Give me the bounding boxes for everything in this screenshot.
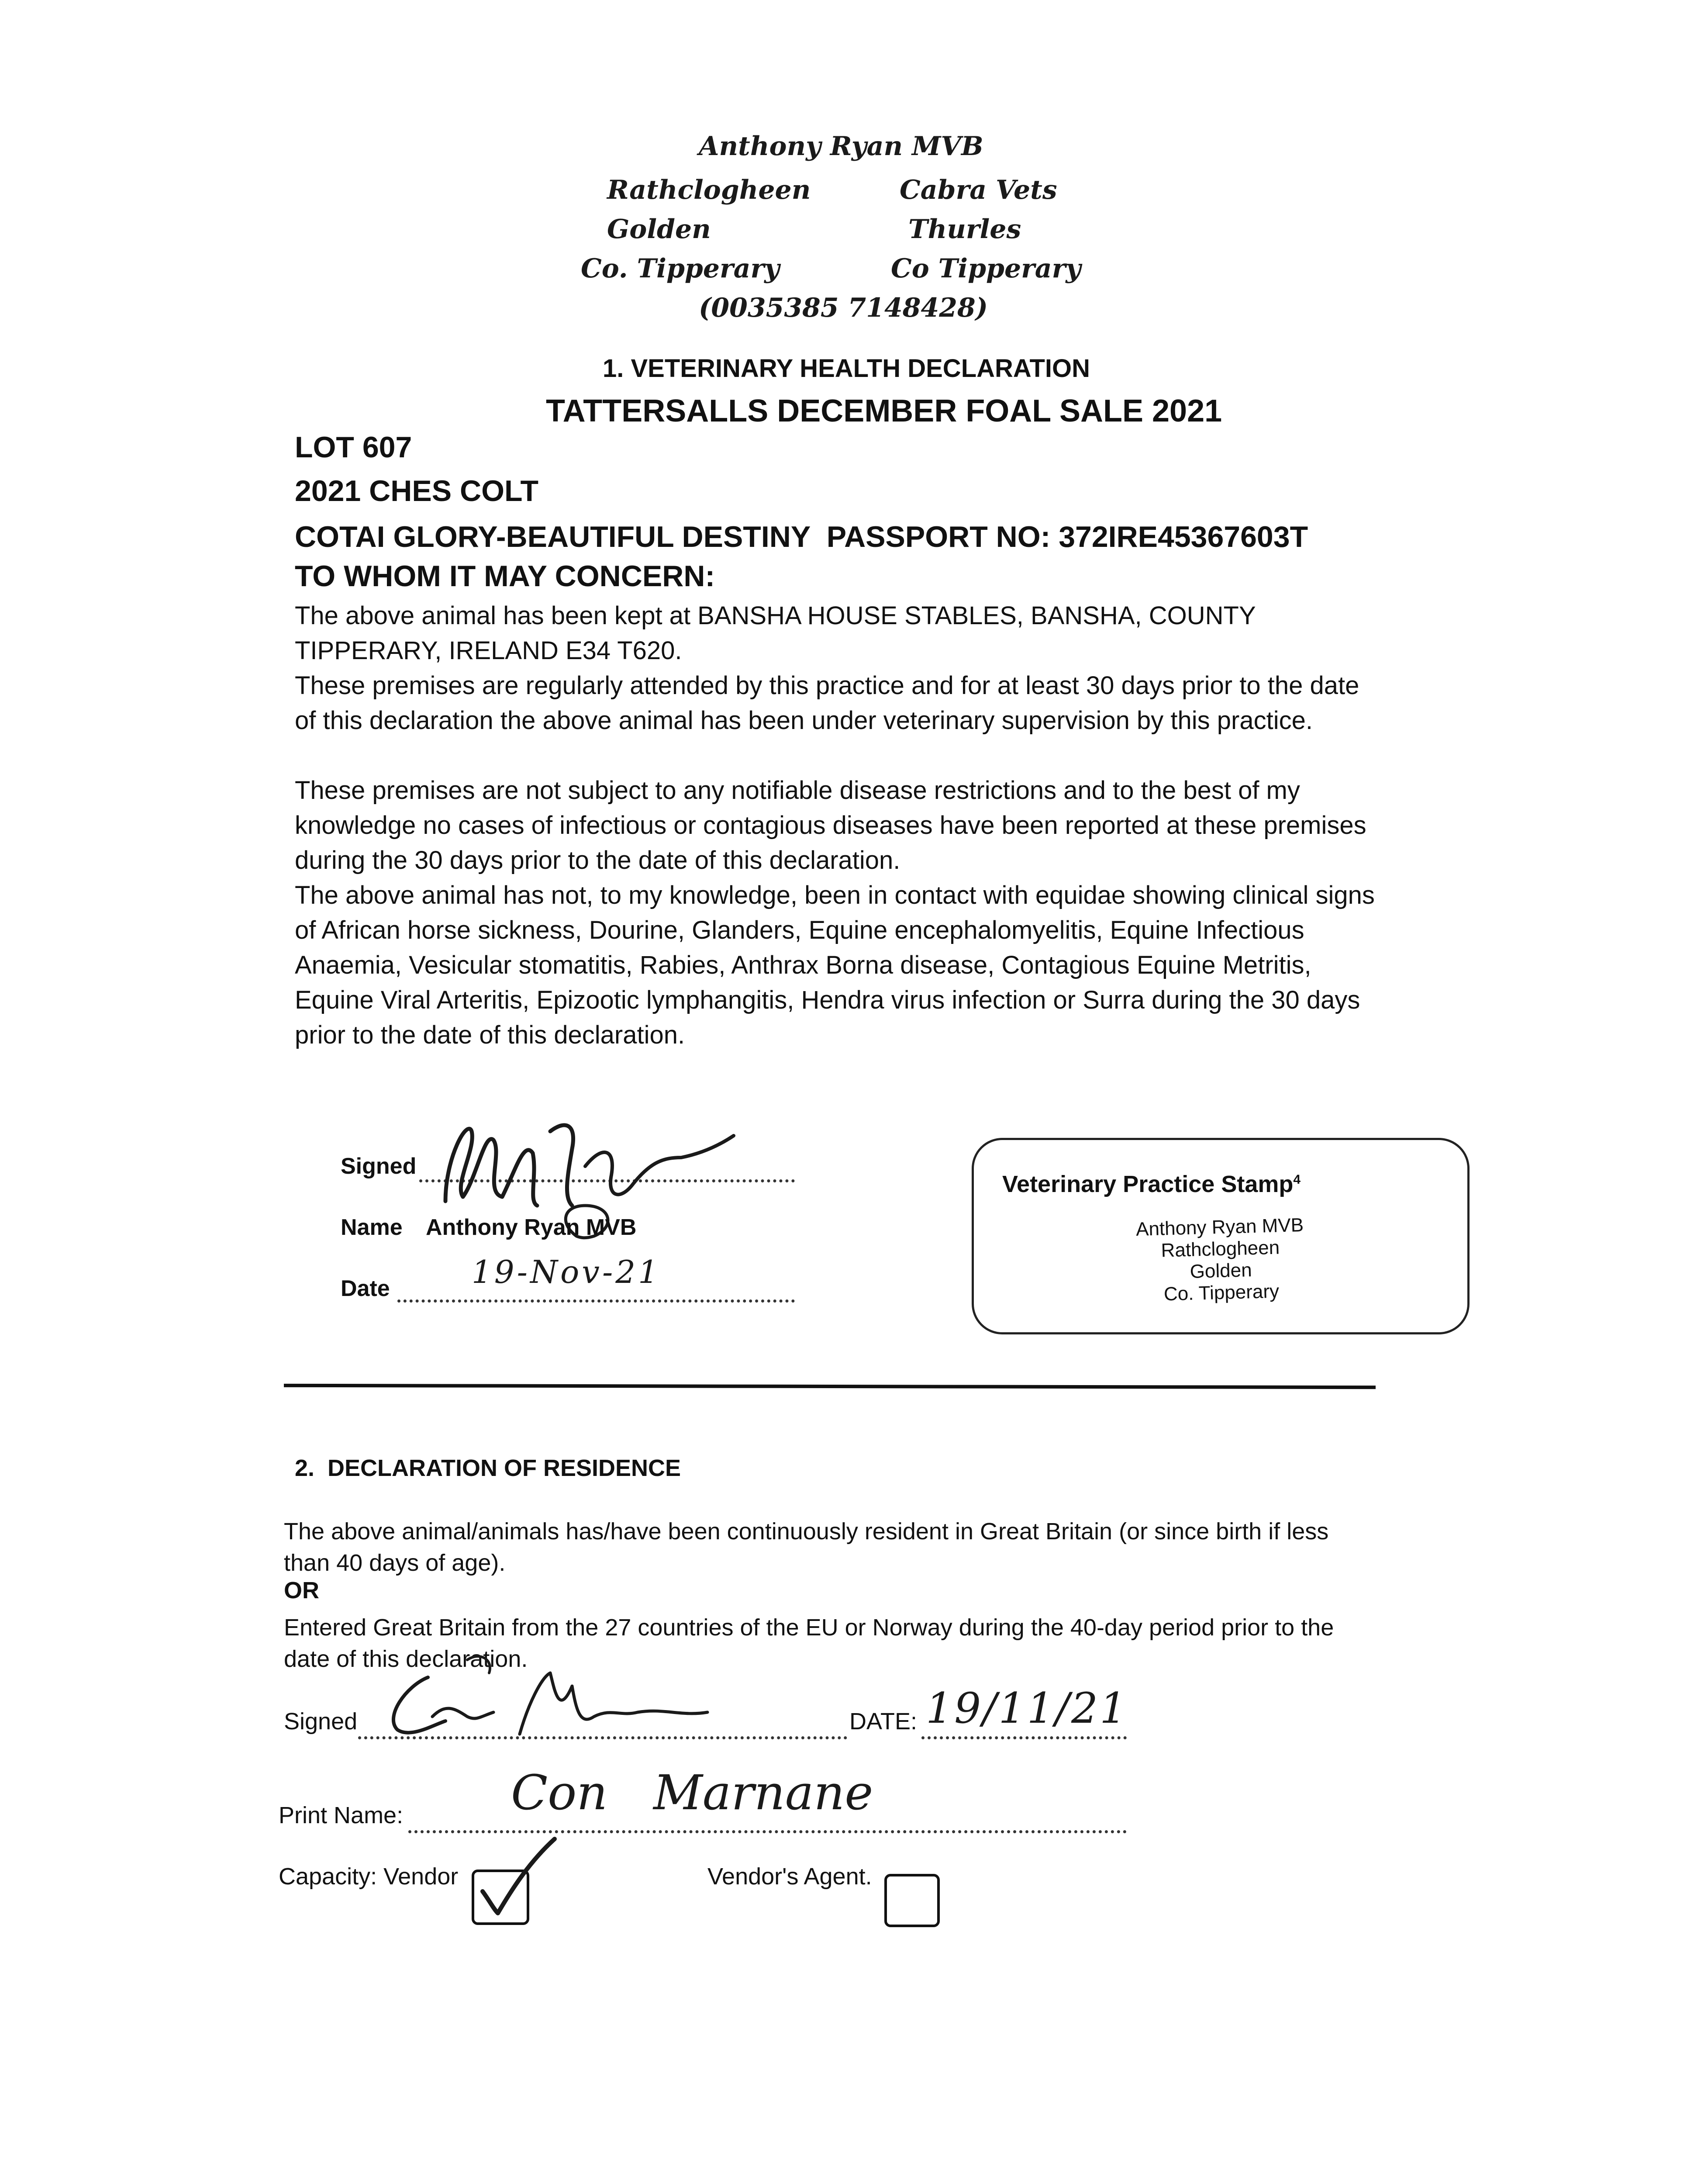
letterhead-left-line-2: Golden (607, 214, 711, 245)
vendor-signature (367, 1651, 804, 1747)
section-divider (284, 1384, 1376, 1389)
pedigree-passport: COTAI GLORY-BEAUTIFUL DESTINY PASSPORT NO: 372IRE45367603T (295, 520, 1308, 553)
vendor-date-handwritten: 19/11/21 (926, 1684, 1128, 1733)
section1-heading: 1. VETERINARY HEALTH DECLARATION (603, 354, 1090, 383)
letterhead-right-line-3: Co Tipperary (891, 253, 1081, 284)
letterhead-left-line-1: Rathclogheen (607, 175, 811, 205)
stamp-title: Veterinary Practice Stamp$^4$ (1002, 1171, 1301, 1197)
paragraph-contact: The above animal has not, to my knowledge, been in contact with equidae showing clinical signs of African horse sickness, Dourine, Glanders, Equine encephalomyelitis, Equine Infectious Anaemia, Vesicular stomatitis, Rabies, Anthrax Borna disease, Contagious Equine Metritis, Equine Viral Arteritis, Epizootic lymphangitis, Hendra virus infection or Surra during the 30 days prior to the date of this declaration. (295, 881, 1375, 1049)
letterhead-name: Anthony Ryan MVB (699, 131, 983, 162)
print-name-handwritten: Con Marnane (511, 1765, 873, 1821)
residence-paragraph: The above animal/animals has/have been continuously resident in Great Britain (or since birth if less than 40 days of age). (284, 1518, 1329, 1576)
salutation: TO WHOM IT MAY CONCERN: (295, 560, 715, 593)
letterhead-right-line-2: Thurles (908, 214, 1021, 245)
vendor-date-line (921, 1736, 1127, 1739)
paragraph-supervision: These premises are regularly attended by this practice and for at least 30 days prior to the date of this declaration the above animal has been under veterinary supervision by this practice. (295, 671, 1359, 735)
stamp-line-townland: Rathclogheen (1160, 1237, 1280, 1261)
vendor-signed-label: Signed (284, 1708, 358, 1735)
paragraph-premises: The above animal has been kept at BANSHA HOUSE STABLES, BANSHA, COUNTY TIPPERARY, IRELAND E34 T620. (295, 601, 1256, 665)
veterinary-practice-stamp (972, 1138, 1470, 1334)
vendor-agent-label: Vendor's Agent. (707, 1863, 872, 1890)
stamp-line-county: Co. Tipperary (1163, 1280, 1280, 1305)
letterhead-phone: (0035385 7148428) (699, 293, 988, 323)
vendor-agent-checkbox[interactable] (884, 1874, 940, 1927)
entry-paragraph: Entered Great Britain from the 27 countries of the EU or Norway during the 40-day period prior to the date of this declaration. (284, 1614, 1334, 1672)
animal-description: 2021 CHES COLT (295, 474, 539, 508)
section2-heading: 2. DECLARATION OF RESIDENCE (295, 1455, 681, 1481)
section1-subheading: TATTERSALLS DECEMBER FOAL SALE 2021 (546, 394, 1222, 429)
lot-number: LOT 607 (295, 431, 412, 464)
capacity-vendor-label: Capacity: Vendor (279, 1863, 459, 1890)
vet-name-value: Anthony Ryan MVB (426, 1215, 637, 1240)
vet-signed-label: Signed (341, 1154, 417, 1179)
vet-name-label: Name (341, 1215, 403, 1240)
print-name-label: Print Name: (279, 1802, 404, 1828)
stamp-line-name: Anthony Ryan MVB (1135, 1214, 1304, 1241)
letterhead-left-line-3: Co. Tipperary (581, 253, 780, 284)
vet-date-line (397, 1299, 795, 1303)
vet-date-label: Date (341, 1276, 390, 1301)
print-name-line (408, 1830, 1127, 1833)
vendor-date-label: DATE: (849, 1708, 918, 1735)
stamp-footnote-marker: 4 (1293, 1172, 1301, 1187)
stamp-line-town: Golden (1190, 1259, 1252, 1282)
vendor-checkmark-icon (474, 1835, 561, 1922)
residence-or: OR (284, 1577, 319, 1603)
paragraph-restrictions: These premises are not subject to any notifiable disease restrictions and to the best of my knowledge no cases of infectious or contagious diseases have been reported at these premises during the 30 days prior to the date of this declaration. (295, 776, 1366, 874)
vet-date-handwritten: 19-Nov-21 (472, 1254, 661, 1290)
letterhead-right-line-1: Cabra Vets (900, 175, 1057, 205)
